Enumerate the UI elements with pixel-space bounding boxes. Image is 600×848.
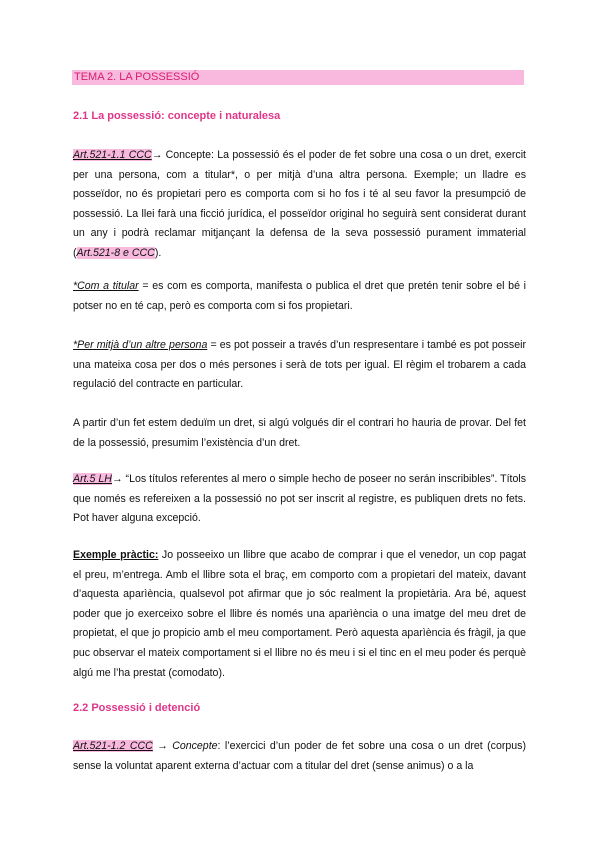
example-label: Exemple pràctic: bbox=[73, 549, 159, 561]
page-title: TEMA 2. LA POSSESSIÓ bbox=[72, 70, 524, 85]
paragraph-com-a-titular: *Com a titular = es com es comporta, manifesta o publica el dret que pretén tenir sobre el bé i potser no en té cap, però es comporta com si fos propietari. bbox=[73, 280, 526, 312]
paragraph-concept: Art.521-1.1 CCC→ Concepte: La possessió és el poder de fet sobre una cosa o un dret, exercit per una persona, com a titular*, o per mitjà d’una altra persona. Exemple; un lladre es posseïdor, no és propietari pero es comporta com si ho fos i té al seu favor la presumpció de possessió. La llei farà una ficció jurídica, el posseïdor original ho seguirà sent considerat durant un any i podrà reclamar mitjançant la defensa de la seva possessió purament immaterial (Art.521-8 e CCC). bbox=[73, 149, 526, 259]
paragraph-example: Exemple pràctic: Jo posseeixo un llibre que acabo de comprar i que el venedor, un cop pagat el preu, m’entrega. Amb el llibre sota el braç, em comporto com a propietari del mateix, davant d’aquesta aparìència, qualsevol pot afirmar que jo sóc realment la propietària. Ara bé, aquest poder que jo exerceixo sobre el llibre és només una aparìència o una imatge del meu dret de propietat, el que jo propicio amb el meu comportament. Però aquesta aparìència és fràgil, ja que puc observar el mateix comportament si el llibre no és meu i si el tinc en el meu poder és perquè algú me l’ha prestat (comodato). bbox=[73, 549, 526, 679]
section-heading-2: 2.2 Possessió i detenció bbox=[73, 702, 201, 714]
paragraph-per-mitja: *Per mitjà d’un altre persona = es pot posseir a través d’un respresentare i també es pot posseir una mateixa cosa per dos o més persones i serà de tots per igual. El règim el trobarem a cada regulació del contracte en particular. bbox=[73, 339, 527, 391]
article-reference: Art.521-8 e CCC bbox=[76, 246, 155, 259]
article-reference: Art.521-1.2 CCC bbox=[73, 740, 153, 752]
term-definition: *Per mitjà d’un altre persona bbox=[73, 339, 208, 351]
paragraph-presumption: A partir d’un fet estem deduïm un dret, si algú volgués dir el contrari ho hauria de provar. Del fet de la possessió, presumim l’existència d’un dret. bbox=[73, 417, 526, 449]
article-reference: Art.521-1.1 CCC bbox=[73, 149, 152, 161]
paragraph-art5-lh: Art.5 LH→ “Los títulos referentes al mero o simple hecho de poseer no serán inscribibles”. Títols que només es refereixen a la possessió no pot ser inscrit al registre, es publiquen drets no fets. Pot haver alguna excepció. bbox=[73, 473, 527, 525]
term-definition: *Com a titular bbox=[73, 280, 139, 292]
section-heading-1: 2.1 La possessió: concepte i naturalesa bbox=[73, 110, 281, 122]
article-reference: Art.5 LH bbox=[73, 473, 112, 485]
paragraph-detencio: Art.521-1.2 CCC → Concepte: l’exercici d’un poder de fet sobre una cosa o un dret (corpus) sense la voluntat aparent externa d’actuar com a titular del dret (sense animus) o a la bbox=[73, 740, 526, 772]
